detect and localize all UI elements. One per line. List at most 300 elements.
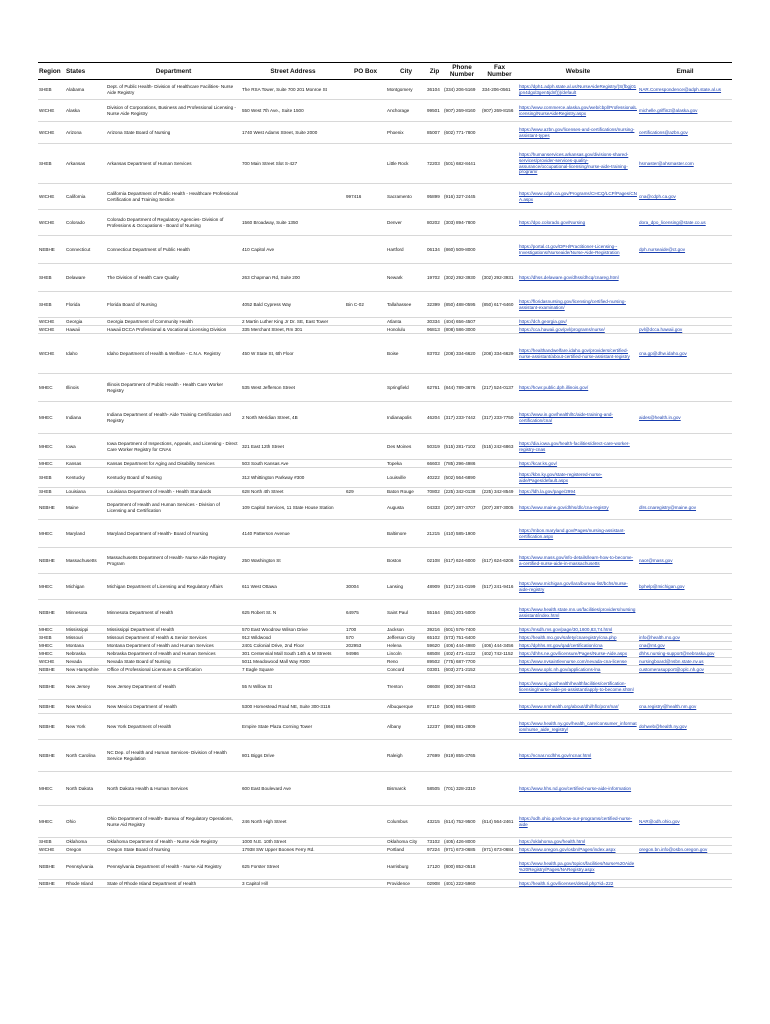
city-cell: Denver [386, 210, 426, 236]
zip-cell: 96813 [426, 326, 443, 334]
website-link[interactable]: https://hcwr.public.dph.illinois.gov/ [518, 374, 638, 402]
po-box-cell [345, 520, 386, 548]
region-cell: WICHE [38, 184, 65, 210]
website-link[interactable]: https://www.commerce.alaska.gov/web/cbpl/ProfessionalLicensing/NurseAideRegistry.aspx [518, 100, 638, 122]
department-cell: New Jersey Department of Health [106, 674, 241, 700]
po-box-cell [345, 714, 386, 740]
website-link[interactable]: https://www.azbn.gov/licenses-and-certifications/nursing-assistant-types [518, 122, 638, 144]
state-cell: Oregon [65, 846, 106, 854]
email-link[interactable]: dlrs.cnaregistry@maine.gov [638, 496, 732, 520]
zip-cell: 03301 [426, 666, 443, 674]
po-box-cell: 64975 [345, 600, 386, 626]
zip-cell: 43215 [426, 806, 443, 838]
region-cell: MHEC [38, 642, 65, 650]
po-box-cell: 1700 [345, 626, 386, 634]
region-cell: SHEB [38, 144, 65, 184]
state-cell: Mississippi [65, 626, 106, 634]
city-cell: Louisville [386, 468, 426, 488]
phone-number-cell: (573) 751-6400 [443, 634, 481, 642]
zip-cell: 65102 [426, 634, 443, 642]
table-row [38, 326, 732, 334]
website-link[interactable]: https://www.mass.gov/info-details/learn-how-to-become-a-certified-nurse-aide-in-massachusetts [518, 548, 638, 574]
phone-number-cell: (515) 281-7102 [443, 434, 481, 460]
fax-number-cell [481, 210, 518, 236]
phone-number-cell: (410) 585-1900 [443, 520, 481, 548]
email-link[interactable]: aides@health.in.gov [638, 402, 732, 434]
website-link[interactable]: https://health.mo.gov/safety/cnaregistry/cna.php [518, 634, 638, 642]
fax-number-cell [481, 468, 518, 488]
state-cell: Delaware [65, 264, 106, 292]
state-cell: Minnesota [65, 600, 106, 626]
header-street-address: Street Address [241, 63, 345, 80]
table-row [38, 334, 732, 374]
state-cell: Ohio [65, 806, 106, 838]
department-cell: New York Department of Health [106, 714, 241, 740]
street-address-cell: 109 Capitol Services, 11 State House Station [241, 496, 345, 520]
state-cell: Pennsylvania [65, 854, 106, 880]
phone-number-cell: (405) 426-8000 [443, 838, 481, 846]
email-link[interactable]: hsmaster@ahsmaster.com [638, 144, 732, 184]
email-link [638, 292, 732, 318]
region-cell: NEBHE [38, 854, 65, 880]
state-cell: Colorado [65, 210, 106, 236]
table-row [38, 740, 732, 772]
city-cell: Boise [386, 334, 426, 374]
phone-number-cell: (225) 342-0138 [443, 488, 481, 496]
street-address-cell: 450 W State St, 6th Floor [241, 334, 345, 374]
zip-cell: 46204 [426, 402, 443, 434]
website-link[interactable]: https://humanservices.arkansas.gov/divisions-shared-services/provider-services-quality-assurance/occupational-licensing/nurse-aide-training-program/ [518, 144, 638, 184]
table-row [38, 600, 732, 626]
region-cell: NEBHE [38, 548, 65, 574]
street-address-cell: 17938 SW Upper Boones Ferry Rd. [241, 846, 345, 854]
po-box-cell: Bin C-02 [345, 292, 386, 318]
department-cell: Dept. of Public Health- Division of Healthcare Facilities- Nurse Aide Registry [106, 80, 241, 100]
street-address-cell: 628 North 4th Street [241, 488, 345, 496]
department-cell: Hawaii DCCA Professional & Vocational Licensing Division [106, 326, 241, 334]
fax-number-cell [481, 520, 518, 548]
website-link[interactable]: https://kcar.ks.gov/ [518, 460, 638, 468]
phone-number-cell: (302) 292-3930 [443, 264, 481, 292]
region-cell: SHEB [38, 838, 65, 846]
website-link[interactable]: https://ldh.la.gov/page/2994 [518, 488, 638, 496]
po-box-cell: 94986 [345, 650, 386, 658]
street-address-cell: 4052 Bald Cypress Way [241, 292, 345, 318]
website-link[interactable]: https://www.hhs.nd.gov/certified-nurse-aide-information [518, 772, 638, 806]
email-link[interactable]: certifications@azbn.gov [638, 122, 732, 144]
table-row [38, 880, 732, 888]
street-address-cell: 2 Martin Luther King Jr Dr. SE, East Tower [241, 318, 345, 326]
website-link[interactable]: https://www.health.ny.gov/health_care/consumer_information/nurse_aide_registry/ [518, 714, 638, 740]
header-department: Department [106, 63, 241, 80]
email-link[interactable]: dph.nurseaide@ct.gov [638, 236, 732, 264]
website-link[interactable]: https://www.health.pa.gov/topics/facilities/Nurse%20Aide%20Registry/Pages/NARegistry.aspx [518, 854, 638, 880]
po-box-cell [345, 548, 386, 574]
email-link[interactable]: pvl@dcca.hawaii.gov [638, 326, 732, 334]
email-link[interactable]: oregon.bn.info@osbn.oregon.gov [638, 846, 732, 854]
po-box-cell [345, 264, 386, 292]
email-link [638, 374, 732, 402]
zip-cell: 02108 [426, 548, 443, 574]
street-address-cell: 312 Whittington Parkway #300 [241, 468, 345, 488]
street-address-cell: The RSA Tower, Suite 700 201 Monroe St [241, 80, 345, 100]
table-row [38, 626, 732, 634]
email-link[interactable]: info@health.mo.gov [638, 634, 732, 642]
table-row [38, 838, 732, 846]
website-link[interactable]: https://www.nvsaintlevnurse.com/nevada-cna-license [518, 658, 638, 666]
website-link[interactable]: https://www.maine.gov/dhhs/dlc/cna-registry [518, 496, 638, 520]
website-link[interactable]: https://healthandwelfare.idaho.gov/providers/certified-nurse-assistant/about-certified-nurse-assistant-registry [518, 334, 638, 374]
phone-number-cell: (317) 233-7442 [443, 402, 481, 434]
city-cell: Topeka [386, 460, 426, 468]
region-cell: NEBHE [38, 600, 65, 626]
website-link[interactable]: https://ncnar.ncdhhs.gov/ncnar.html [518, 740, 638, 772]
street-address-cell: 321 East 12th Street [241, 434, 345, 460]
street-address-cell: 410 Capitol Ave [241, 236, 345, 264]
email-link [638, 854, 732, 880]
table-row [38, 548, 732, 574]
fax-number-cell [481, 666, 518, 674]
table-row [38, 846, 732, 854]
po-box-cell [345, 236, 386, 264]
email-link[interactable]: naor@mass.gov [638, 548, 732, 574]
street-address-cell: 335 Merchant Street, Rm 301 [241, 326, 345, 334]
fax-number-cell [481, 700, 518, 714]
po-box-cell [345, 334, 386, 374]
po-box-cell [345, 674, 386, 700]
phone-number-cell: (404) 656-4507 [443, 318, 481, 326]
street-address-cell: 912 Wildwood [241, 634, 345, 642]
city-cell: Columbus [386, 806, 426, 838]
table-row [38, 236, 732, 264]
po-box-cell: 570 [345, 634, 386, 642]
state-cell: New Jersey [65, 674, 106, 700]
department-cell: Indiana Department of Health- Aide Training Certification and Registry [106, 402, 241, 434]
table-row [38, 468, 732, 488]
city-cell: Jackson [386, 626, 426, 634]
region-cell: MHEC [38, 772, 65, 806]
phone-number-cell: (617) 624-6000 [443, 548, 481, 574]
region-cell: MHEC [38, 520, 65, 548]
state-cell: Michigan [65, 574, 106, 600]
email-link [638, 772, 732, 806]
zip-cell: 32399 [426, 292, 443, 318]
department-cell: Louisiana Department of Health - Health Standards [106, 488, 241, 496]
header-zip: Zip [426, 63, 443, 80]
website-link[interactable]: https://www.health.state.mn.us/facilities/providers/nursingassistant/index.html [518, 600, 638, 626]
department-cell: Oregon State Board of Nursing [106, 846, 241, 854]
website-link[interactable]: https://health.ri.gov/licenses/detail.php?id=222 [518, 880, 638, 888]
header-region: Region [38, 63, 65, 80]
state-cell: Alabama [65, 80, 106, 100]
zip-cell: 36104 [426, 80, 443, 100]
department-cell: Missouri Department of Health & Senior Services [106, 634, 241, 642]
fax-number-cell: (317) 233-7750 [481, 402, 518, 434]
email-link[interactable]: NAR.Correspondence@adph.state.al.us [638, 80, 732, 100]
phone-number-cell: (907) 269-8160 [443, 100, 481, 122]
phone-number-cell: (800) 852-0518 [443, 854, 481, 880]
zip-cell: 30334 [426, 318, 443, 326]
email-link[interactable]: NAR@odh.ohio.gov [638, 806, 732, 838]
phone-number-cell: (501) 682-8441 [443, 144, 481, 184]
email-link[interactable]: nursingboard@nsbn.state.nv.us [638, 658, 732, 666]
zip-cell: 62761 [426, 374, 443, 402]
fax-number-cell [481, 658, 518, 666]
phone-number-cell: (502) 564-6890 [443, 468, 481, 488]
phone-number-cell: (303) 894-7800 [443, 210, 481, 236]
region-cell: WICHE [38, 122, 65, 144]
street-address-cell: 246 North High Street [241, 806, 345, 838]
department-cell: Connecticut Department of Public Health [106, 236, 241, 264]
table-row [38, 574, 732, 600]
po-box-cell [345, 838, 386, 846]
fax-number-cell [481, 460, 518, 468]
table-row [38, 700, 732, 714]
fax-number-cell [481, 144, 518, 184]
phone-number-cell: (614) 752-9500 [443, 806, 481, 838]
city-cell: Boston [386, 548, 426, 574]
email-link[interactable]: cna.registry@health.nm.gov [638, 700, 732, 714]
po-box-cell [345, 402, 386, 434]
email-link[interactable]: dohweb@health.ny.gov [638, 714, 732, 740]
region-cell: SHEB [38, 292, 65, 318]
header-row [38, 63, 732, 80]
region-cell: WICHE [38, 334, 65, 374]
zip-cell: 73102 [426, 838, 443, 846]
phone-number-cell: (919) 855-3765 [443, 740, 481, 772]
email-link [638, 434, 732, 460]
website-link[interactable]: https://floridasnursing.gov/licensing/certified-nursing-assistant-examination/ [518, 292, 638, 318]
po-box-cell: 30004 [345, 574, 386, 600]
zip-cell: 80202 [426, 210, 443, 236]
city-cell: Hartford [386, 236, 426, 264]
po-box-cell [345, 460, 386, 468]
street-address-cell: 4140 Patterson Avenue [241, 520, 345, 548]
city-cell: Providence [386, 880, 426, 888]
department-cell: North Dakota Health & Human Services [106, 772, 241, 806]
table-row [38, 434, 732, 460]
zip-cell: 95899 [426, 184, 443, 210]
state-cell: Arkansas [65, 144, 106, 184]
state-cell: Nebraska [65, 650, 106, 658]
zip-cell: 89502 [426, 658, 443, 666]
city-cell: Jefferson City [386, 634, 426, 642]
email-link[interactable]: bphelp@michigan.gov [638, 574, 732, 600]
fax-number-cell [481, 740, 518, 772]
phone-number-cell: (601) 576-7400 [443, 626, 481, 634]
department-cell: Maryland Department of Health- Board of Nursing [106, 520, 241, 548]
region-cell: SHEB [38, 80, 65, 100]
street-address-cell: 625 Robert St. N [241, 600, 345, 626]
department-cell: Michigan Department of Licensing and Regulatory Affairs [106, 574, 241, 600]
email-link[interactable]: dhhs.nursing-support@nebraska.gov [638, 650, 732, 658]
phone-number-cell: (800) 367-6543 [443, 674, 481, 700]
table-row [38, 80, 732, 100]
table-row [38, 264, 732, 292]
fax-number-cell [481, 838, 518, 846]
street-address-cell: 600 East Boulevard Ave [241, 772, 345, 806]
po-box-cell [345, 100, 386, 122]
website-link[interactable]: https://www.nj.gov/health/healthfacilities/certification-licensing/nurse-aide-ps-assistant/apply-to-become.shtml [518, 674, 638, 700]
website-link[interactable]: https://dhss.delaware.gov/dhss/dhcq/cnareg.html [518, 264, 638, 292]
zip-cell: 97224 [426, 846, 443, 854]
header-phone-number: Phone Number [443, 63, 481, 80]
website-link[interactable]: https://dphhs.mt.gov/qad/certification/cna [518, 642, 638, 650]
state-cell: Hawaii [65, 326, 106, 334]
website-link[interactable]: https://kbn.ky.gov/state-registered-nurse-aide/Pages/default.aspx [518, 468, 638, 488]
region-cell: MHEC [38, 402, 65, 434]
city-cell: Concord [386, 666, 426, 674]
city-cell: Honolulu [386, 326, 426, 334]
region-cell: WICHE [38, 658, 65, 666]
department-cell: Montana Department of Health and Human Services [106, 642, 241, 650]
region-cell: SHEB [38, 264, 65, 292]
phone-number-cell: (808) 586-3000 [443, 326, 481, 334]
city-cell: Anchorage [386, 100, 426, 122]
website-link[interactable]: https://dhhs.ne.gov/licensure/Pages/Nurse-Aide.aspx [518, 650, 638, 658]
website-link[interactable]: https://www.in.gov/health/ltc/aide-training-and-certification/cna/ [518, 402, 638, 434]
header-po-box: PO Box [345, 63, 386, 80]
state-cell: Kansas [65, 460, 106, 468]
website-link[interactable]: https://www.oregon.gov/osbn/Pages/index.aspx [518, 846, 638, 854]
street-address-cell: 301 Centennial Mall South 14th & M Streets [241, 650, 345, 658]
zip-cell: 21215 [426, 520, 443, 548]
city-cell: Indianapolis [386, 402, 426, 434]
department-cell: Idaho Department of Health & Welfare - C.N.A. Registry [106, 334, 241, 374]
website-link[interactable]: https://dph1.adph.state.al.us/NurseAideRegistry/(S(fbgj01jpn4dgol3gen5jdnf)))/default [518, 80, 638, 100]
department-cell: Illinois Department of Public Health - Health Care Worker Registry [106, 374, 241, 402]
website-link[interactable]: https://dch.georgia.gov/ [518, 318, 638, 326]
table-row [38, 374, 732, 402]
table-row [38, 650, 732, 658]
fax-number-cell: (208) 334-6629 [481, 334, 518, 374]
table-row [38, 184, 732, 210]
region-cell: WICHE [38, 210, 65, 236]
website-link[interactable]: https://mbon.maryland.gov/Pages/nursing-assistant-certification.aspx [518, 520, 638, 548]
website-link[interactable]: https://dia.iowa.gov/health-facilities/direct-care-worker-registry-cnas [518, 434, 638, 460]
department-cell: Minnesota Department of Health [106, 600, 241, 626]
state-cell: Indiana [65, 402, 106, 434]
state-cell: Oklahoma [65, 838, 106, 846]
region-cell: NEBHE [38, 496, 65, 520]
state-cell: Maryland [65, 520, 106, 548]
state-cell: Massachusetts [65, 548, 106, 574]
fax-number-cell [481, 122, 518, 144]
city-cell: Portland [386, 846, 426, 854]
region-cell: WICHE [38, 100, 65, 122]
state-cell: Nevada [65, 658, 106, 666]
po-box-cell [345, 210, 386, 236]
website-link[interactable]: https://odh.ohio.gov/know-our-programs/certified-nurse-aide [518, 806, 638, 838]
department-cell: Oklahoma Department of Health - Nurse Aide Registry [106, 838, 241, 846]
phone-number-cell: (860) 509-8000 [443, 236, 481, 264]
email-link[interactable]: cna@cdph.ca.gov [638, 184, 732, 210]
zip-cell: 04333 [426, 496, 443, 520]
state-cell: North Dakota [65, 772, 106, 806]
street-address-cell: 625 Forster Street [241, 854, 345, 880]
email-link[interactable]: cna.gp@dhw.idaho.gov [638, 334, 732, 374]
zip-cell: 72203 [426, 144, 443, 184]
website-link[interactable]: https://www.cdph.ca.gov/Programs/CHCQ/LCP/Pages/CNA.aspx [518, 184, 638, 210]
po-box-cell [345, 374, 386, 402]
region-cell: SHEB [38, 488, 65, 496]
street-address-cell: 570 East Woodrow Wilson Drive [241, 626, 345, 634]
phone-number-cell: (651) 201-5000 [443, 600, 481, 626]
region-cell: WICHE [38, 326, 65, 334]
department-cell: Kentucky Board of Nursing [106, 468, 241, 488]
phone-number-cell: (701) 328-2310 [443, 772, 481, 806]
fax-number-cell [481, 714, 518, 740]
street-address-cell: 7 Eagle Square [241, 666, 345, 674]
email-link [638, 626, 732, 634]
nurse-aide-registry-sheet [38, 62, 732, 888]
department-cell: Nevada State Board of Nursing [106, 658, 241, 666]
street-address-cell: 250 Washington St [241, 548, 345, 574]
po-box-cell [345, 468, 386, 488]
street-address-cell: 801 Biggs Drive [241, 740, 345, 772]
department-cell: Ohio Department of Health- Bureau of Regulatory Operations, Nurse Aid Registry [106, 806, 241, 838]
website-link[interactable]: https://www.michigan.gov/lara/bureau-list/bchs/nurse-aide-registry [518, 574, 638, 600]
street-address-cell: 550 West 7th Ave., Suite 1500 [241, 100, 345, 122]
phone-number-cell: (866) 881-2809 [443, 714, 481, 740]
city-cell: Tallahassee [386, 292, 426, 318]
email-link[interactable]: cna@mt.gov [638, 642, 732, 650]
email-link[interactable]: dora_dpo_licensing@state.co.us [638, 210, 732, 236]
state-cell: Louisiana [65, 488, 106, 496]
phone-number-cell: (844) 789-3676 [443, 374, 481, 402]
email-link[interactable]: michelle.griffin2@alaska.gov [638, 100, 732, 122]
fax-number-cell: (850) 617-6460 [481, 292, 518, 318]
email-link [638, 600, 732, 626]
state-cell: Iowa [65, 434, 106, 460]
table-row [38, 674, 732, 700]
phone-number-cell: (334) 206-5169 [443, 80, 481, 100]
region-cell: NEBHE [38, 236, 65, 264]
department-cell: The Division of Health Care Quality [106, 264, 241, 292]
city-cell: Springfield [386, 374, 426, 402]
region-cell: NEBHE [38, 666, 65, 674]
state-cell: California [65, 184, 106, 210]
region-cell: MHEC [38, 574, 65, 600]
street-address-cell: Empire State Plaza Corning Tower [241, 714, 345, 740]
city-cell: Lansing [386, 574, 426, 600]
department-cell: California Department of Public Health - Healthcare Professional Certification and Training Section [106, 184, 241, 210]
table-row [38, 488, 732, 496]
city-cell: Newark [386, 264, 426, 292]
website-link[interactable]: https://msdh.ms.gov/page/30,1600,83,74.html [518, 626, 638, 634]
city-cell: Des Moines [386, 434, 426, 460]
website-link[interactable]: https://www.oplc.nh.gov/applications-lna [518, 666, 638, 674]
email-link[interactable]: customerasupport@oplc.nh.gov [638, 666, 732, 674]
street-address-cell [241, 184, 345, 210]
phone-number-cell: (603) 271-2152 [443, 666, 481, 674]
fax-number-cell: (907) 269-8156 [481, 100, 518, 122]
email-link [638, 674, 732, 700]
website-link[interactable]: https://portal.ct.gov/DPH/Practitioner-Licensing--Investigations/Nurseaide/Nurse-Aide-Registration [518, 236, 638, 264]
website-link[interactable]: https://oklahoma.gov/health.html [518, 838, 638, 846]
fax-number-cell: (617) 624-6206 [481, 548, 518, 574]
website-link[interactable]: https://dpo.colorado.gov/Nursing [518, 210, 638, 236]
region-cell: MHEC [38, 374, 65, 402]
po-box-cell: 629 [345, 488, 386, 496]
department-cell: New Mexico Department of Health [106, 700, 241, 714]
po-box-cell [345, 772, 386, 806]
state-cell: New York [65, 714, 106, 740]
website-link[interactable]: https://cca.hawaii.gov/pvl/programs/nurse/ [518, 326, 638, 334]
table-row [38, 658, 732, 666]
website-link[interactable]: https://www.nmhealth.org/about/dhi/hflc/pcnr/nar/ [518, 700, 638, 714]
fax-number-cell: (402) 742-1152 [481, 650, 518, 658]
